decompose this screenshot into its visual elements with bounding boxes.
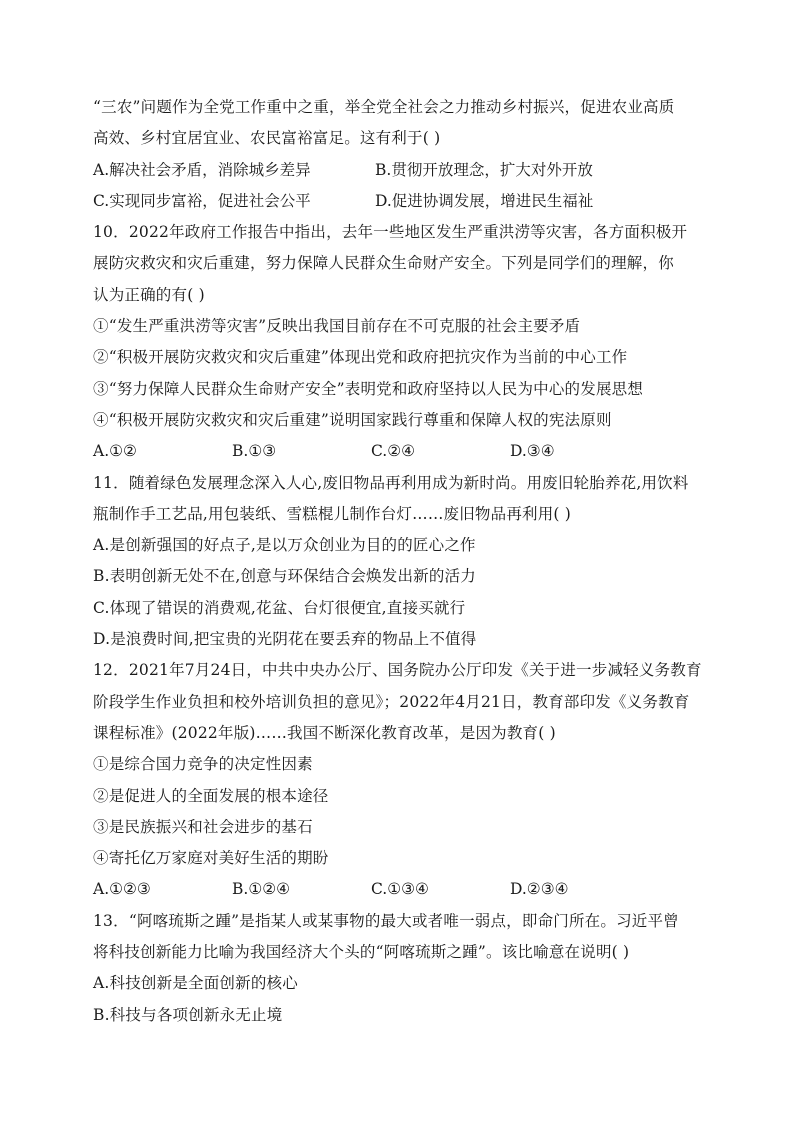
option-a: A.解决社会矛盾，消除城乡差异 <box>93 160 311 179</box>
question-stem-line: 11．随着绿色发展理念深入人心,废旧物品再利用成为新时尚。用废旧轮胎养花,用饮料 <box>93 473 689 492</box>
question-stem-line: 高效、乡村宜居宜业、农民富裕富足。这有利于( ) <box>93 129 441 148</box>
option-d: D.③④ <box>510 442 555 461</box>
question-stem-line: 瓶制作手工艺品,用包装纸、雪糕棍儿制作台灯……废旧物品再利用( ) <box>93 504 572 523</box>
statement-2: ②是促进人的全面发展的根本途径 <box>93 786 329 805</box>
options-row <box>93 186 733 217</box>
statement-1: ①“发生严重洪涝等灾害”反映出我国目前存在不可克服的社会主要矛盾 <box>93 317 581 336</box>
statement-2: ②“积极开展防灾救灾和灾后重建”体现出党和政府把抗灾作为当前的中心工作 <box>93 348 628 367</box>
question-stem-line: 课程标准》(2022年版)……我国不断深化教育改革，是因为教育( ) <box>93 723 556 742</box>
options-row <box>93 436 733 467</box>
statement-3: ③是民族振兴和社会进步的基石 <box>93 817 313 836</box>
question-10 <box>93 217 733 467</box>
option-b: B.①②④ <box>232 880 291 899</box>
options-row <box>93 155 733 186</box>
option-c: C.②④ <box>371 442 416 461</box>
option-c: C.体现了错误的消费观,花盆、台灯很便宜,直接买就行 <box>93 598 466 617</box>
option-b: B.表明创新无处不在,创意与环保结合会焕发出新的活力 <box>93 567 476 586</box>
statement-4: ④“积极开展防灾救灾和灾后重建”说明国家践行尊重和保障人权的宪法原则 <box>93 410 612 429</box>
question-11 <box>93 468 733 656</box>
question-stem-line: “三农”问题作为全党工作重中之重，举全党全社会之力推动乡村振兴，促进农业高质 <box>93 98 675 116</box>
exam-page <box>93 92 733 1031</box>
option-a: A.科技创新是全面创新的核心 <box>93 974 298 993</box>
statement-3: ③“努力保障人民群众生命财产安全”表明党和政府坚持以人民为中心的发展思想 <box>93 379 644 398</box>
option-b: B.科技与各项创新永无止境 <box>93 1005 283 1024</box>
question-13 <box>93 906 733 1031</box>
option-a: A.①②③ <box>93 880 151 899</box>
option-d: D.②③④ <box>510 880 569 899</box>
option-a: A.是创新强国的好点子,是以万众创业为目的的匠心之作 <box>93 536 476 555</box>
question-stem-line: 12．2021年7月24日，中共中央办公厅、国务院办公厅印发《关于进一步减轻义务教育 <box>93 661 702 680</box>
question-stem-line: 10．2022年政府工作报告中指出，去年一些地区发生严重洪涝等灾害，各方面积极开 <box>93 223 688 242</box>
option-b: B.贯彻开放理念，扩大对外开放 <box>375 160 593 179</box>
question-12 <box>93 655 733 905</box>
question-stem-line: 阶段学生作业负担和校外培训负担的意见》；2022年4月21日，教育部印发《义务教育 <box>93 692 690 711</box>
option-b: B.①③ <box>232 442 277 461</box>
statement-4: ④寄托亿万家庭对美好生活的期盼 <box>93 849 329 868</box>
question-9 <box>93 92 733 217</box>
question-stem-line: 将科技创新能力比喻为我国经济大个头的“阿喀琉斯之踵”。该比喻意在说明( ) <box>93 943 630 962</box>
question-stem-line: 展防灾救灾和灾后重建，努力保障人民群众生命财产安全。下列是同学们的理解，你 <box>93 254 674 273</box>
option-c: C.实现同步富裕，促进社会公平 <box>93 191 311 210</box>
question-stem-line: 13．“阿喀琉斯之踵”是指某人或某事物的最大或者唯一弱点，即命门所在。习近平曾 <box>93 911 679 930</box>
option-d: D.促进协调发展，增进民生福祉 <box>375 191 594 210</box>
statement-1: ①是综合国力竞争的决定性因素 <box>93 755 313 774</box>
option-d: D.是浪费时间,把宝贵的光阴花在要丢弃的物品上不值得 <box>93 630 477 649</box>
option-c: C.①③④ <box>371 880 429 899</box>
options-row <box>93 874 733 905</box>
question-stem-line: 认为正确的有( ) <box>93 285 205 304</box>
option-a: A.①② <box>93 442 137 461</box>
